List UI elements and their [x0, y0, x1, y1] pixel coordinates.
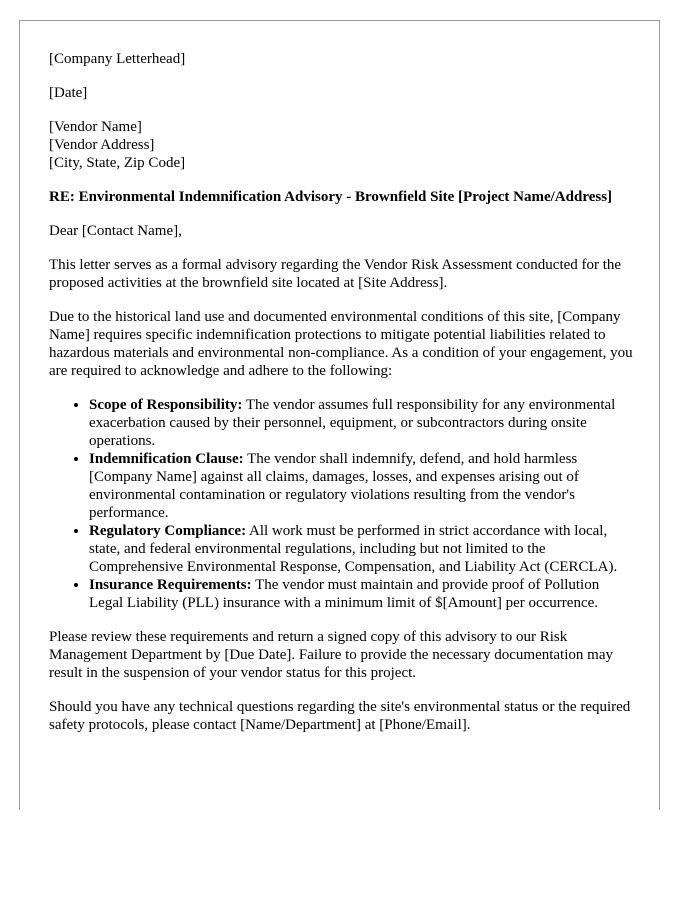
context-paragraph: Due to the historical land use and documented environmental conditions of this site, [Company Name] requires specific indemnification protections to mitigate potential liabilities related to hazardous materials and environmental non-compliance. As a condition of your engagement, you are required to acknowledge and adhere to the following:	[49, 309, 633, 379]
letter-date: [Date]	[49, 85, 88, 101]
requirement-title: Insurance Requirements:	[89, 577, 252, 593]
requirements-list	[49, 396, 634, 612]
intro-paragraph: This letter serves as a formal advisory regarding the Vendor Risk Assessment conducted for the proposed activities at the brownfield site located at [Site Address].	[49, 257, 622, 291]
requirement-title: Regulatory Compliance:	[89, 523, 247, 539]
requirement-title: Indemnification Clause:	[89, 451, 244, 467]
recipient-name: [Vendor Name]	[49, 119, 142, 135]
requirement-text: The vendor shall indemnify, defend, and hold harmless [Company Name] against all claims, damages, losses, and expenses arising out of environmental contamination or regulatory violations resulting from the vendor's performance.	[89, 451, 579, 521]
requirement-text: The vendor must maintain and provide proof of Pollution Legal Liability (PLL) insurance with a minimum limit of $[Amount] per occurrence.	[89, 577, 600, 611]
subject-line: RE: Environmental Indemnification Advisory - Brownfield Site [Project Name/Address]	[49, 189, 613, 205]
list-item	[89, 522, 634, 576]
recipient-city-state-zip: [City, State, Zip Code]	[49, 155, 186, 171]
list-item	[89, 450, 634, 522]
recipient-address-block	[49, 118, 634, 172]
recipient-address: [Vendor Address]	[49, 137, 155, 153]
list-item	[89, 576, 634, 612]
requirement-text: All work must be performed in strict accordance with local, state, and federal environmental regulations, including but not limited to the Comprehensive Environmental Response, Compensation, and Liability Act (CERCLA).	[89, 523, 618, 575]
list-item	[89, 396, 634, 450]
letterhead: [Company Letterhead]	[49, 51, 186, 67]
letter-body	[49, 50, 634, 734]
requirement-title: Scope of Responsibility:	[89, 397, 243, 413]
requirement-text: The vendor assumes full responsibility for any environmental exacerbation caused by their personnel, equipment, or subcontractors during onsite operations.	[89, 397, 616, 449]
review-request-paragraph: Please review these requirements and return a signed copy of this advisory to our Risk Management Department by [Due Date]. Failure to provide the necessary documentation may result in the suspension of your vendor status for this project.	[49, 629, 613, 681]
salutation: Dear [Contact Name],	[49, 223, 182, 239]
contact-paragraph: Should you have any technical questions regarding the site's environmental status or the required safety protocols, please contact [Name/Department] at [Phone/Email].	[49, 699, 631, 733]
letter-page	[19, 20, 660, 810]
